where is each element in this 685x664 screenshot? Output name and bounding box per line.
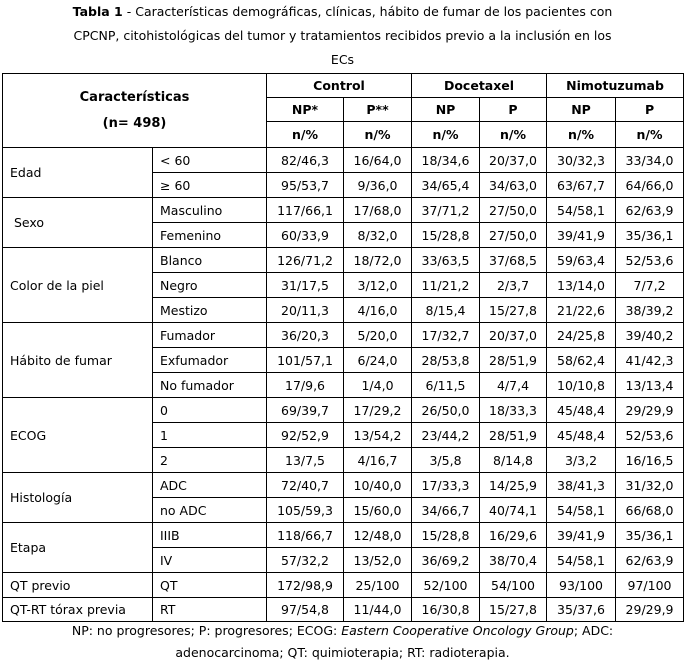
value-cell: 45/48,4	[547, 398, 616, 423]
value-cell: 39/41,9	[547, 223, 616, 248]
row-category: QT previo	[3, 573, 153, 598]
value-cell: 29/29,9	[616, 598, 684, 622]
value-cell: 33/34,0	[616, 148, 684, 173]
value-cell: 28/53,8	[412, 348, 480, 373]
value-cell: 34/65,4	[412, 173, 480, 198]
value-cell: 40/74,1	[480, 498, 547, 523]
row-subcategory: Fumador	[153, 323, 267, 348]
value-cell: 39/40,2	[616, 323, 684, 348]
value-cell: 36/69,2	[412, 548, 480, 573]
unit-header: n/%	[412, 122, 480, 148]
table-row	[3, 323, 684, 348]
value-cell: 17/32,7	[412, 323, 480, 348]
value-cell: 62/63,9	[616, 548, 684, 573]
value-cell: 7/7,2	[616, 273, 684, 298]
value-cell: 62/63,9	[616, 198, 684, 223]
value-cell: 1/4,0	[344, 373, 412, 398]
value-cell: 27/50,0	[480, 198, 547, 223]
table-row	[3, 573, 684, 598]
row-category: Etapa	[3, 523, 153, 573]
value-cell: 92/52,9	[267, 423, 344, 448]
table-caption	[0, 0, 685, 72]
value-cell: 2/3,7	[480, 273, 547, 298]
row-subcategory: < 60	[153, 148, 267, 173]
value-cell: 38/41,3	[547, 473, 616, 498]
row-subcategory: 0	[153, 398, 267, 423]
header-characteristics	[3, 74, 267, 148]
row-category: QT-RT tórax previa	[3, 598, 153, 622]
row-subcategory: ≥ 60	[153, 173, 267, 198]
value-cell: 4/7,4	[480, 373, 547, 398]
unit-header: n/%	[267, 122, 344, 148]
value-cell: 17/33,3	[412, 473, 480, 498]
value-cell: 172/98,9	[267, 573, 344, 598]
value-cell: 10/40,0	[344, 473, 412, 498]
value-cell: 72/40,7	[267, 473, 344, 498]
value-cell: 11/21,2	[412, 273, 480, 298]
value-cell: 23/44,2	[412, 423, 480, 448]
row-subcategory: ADC	[153, 473, 267, 498]
table-row	[3, 248, 684, 273]
value-cell: 15/28,8	[412, 523, 480, 548]
value-cell: 54/58,1	[547, 548, 616, 573]
value-cell: 30/32,3	[547, 148, 616, 173]
caption-line3: ECs	[330, 52, 355, 67]
value-cell: 52/100	[412, 573, 480, 598]
value-cell: 13/52,0	[344, 548, 412, 573]
value-cell: 93/100	[547, 573, 616, 598]
unit-header: n/%	[547, 122, 616, 148]
subcol-header: P	[480, 98, 547, 122]
value-cell: 4/16,7	[344, 448, 412, 473]
value-cell: 117/66,1	[267, 198, 344, 223]
value-cell: 101/57,1	[267, 348, 344, 373]
row-subcategory: Mestizo	[153, 298, 267, 323]
row-category: ECOG	[3, 398, 153, 473]
value-cell: 52/53,6	[616, 423, 684, 448]
value-cell: 16/64,0	[344, 148, 412, 173]
value-cell: 17/68,0	[344, 198, 412, 223]
row-subcategory: Femenino	[153, 223, 267, 248]
footnote-line2: adenocarcinoma; QT: quimioterapia; RT: radioterapia.	[175, 645, 510, 660]
row-subcategory: RT	[153, 598, 267, 622]
value-cell: 126/71,2	[267, 248, 344, 273]
unit-header: n/%	[344, 122, 412, 148]
subcol-header: NP*	[267, 98, 344, 122]
subcol-header: P**	[344, 98, 412, 122]
value-cell: 20/37,0	[480, 148, 547, 173]
value-cell: 17/29,2	[344, 398, 412, 423]
value-cell: 8/14,8	[480, 448, 547, 473]
footnote-part2: ; ADC:	[573, 623, 614, 638]
value-cell: 36/20,3	[267, 323, 344, 348]
footnote-part1: NP: no progresores; P: progresores; ECOG:	[71, 623, 342, 638]
table-row	[3, 148, 684, 173]
value-cell: 58/62,4	[547, 348, 616, 373]
value-cell: 60/33,9	[267, 223, 344, 248]
value-cell: 34/63,0	[480, 173, 547, 198]
value-cell: 35/36,1	[616, 223, 684, 248]
value-cell: 27/50,0	[480, 223, 547, 248]
caption-line2: CPCNP, citohistológicas del tumor y tratamientos recibidos previo a la inclusión en los	[73, 28, 612, 43]
value-cell: 12/48,0	[344, 523, 412, 548]
value-cell: 63/67,7	[547, 173, 616, 198]
group-docetaxel: Docetaxel	[412, 74, 547, 98]
row-subcategory: No fumador	[153, 373, 267, 398]
unit-header: n/%	[616, 122, 684, 148]
row-subcategory: Masculino	[153, 198, 267, 223]
row-subcategory: Exfumador	[153, 348, 267, 373]
header-n-total: (n= 498)	[102, 115, 167, 131]
value-cell: 97/100	[616, 573, 684, 598]
value-cell: 17/9,6	[267, 373, 344, 398]
value-cell: 6/24,0	[344, 348, 412, 373]
value-cell: 28/51,9	[480, 423, 547, 448]
value-cell: 15/60,0	[344, 498, 412, 523]
row-category: Color de la piel	[3, 248, 153, 323]
value-cell: 11/44,0	[344, 598, 412, 622]
row-subcategory: QT	[153, 573, 267, 598]
subcol-header: NP	[547, 98, 616, 122]
value-cell: 3/3,2	[547, 448, 616, 473]
value-cell: 24/25,8	[547, 323, 616, 348]
value-cell: 37/68,5	[480, 248, 547, 273]
value-cell: 38/70,4	[480, 548, 547, 573]
row-subcategory: 1	[153, 423, 267, 448]
value-cell: 20/37,0	[480, 323, 547, 348]
value-cell: 69/39,7	[267, 398, 344, 423]
value-cell: 26/50,0	[412, 398, 480, 423]
value-cell: 33/63,5	[412, 248, 480, 273]
value-cell: 41/42,3	[616, 348, 684, 373]
value-cell: 18/33,3	[480, 398, 547, 423]
group-nimotuzumab: Nimotuzumab	[547, 74, 684, 98]
value-cell: 15/27,8	[480, 598, 547, 622]
value-cell: 8/32,0	[344, 223, 412, 248]
table-row	[3, 198, 684, 223]
value-cell: 15/28,8	[412, 223, 480, 248]
subcol-header: P	[616, 98, 684, 122]
header-characteristics-label: Características	[79, 89, 190, 105]
table-row	[3, 398, 684, 423]
caption-dash: -	[122, 4, 136, 19]
value-cell: 31/32,0	[616, 473, 684, 498]
table-row	[3, 523, 684, 548]
value-cell: 9/36,0	[344, 173, 412, 198]
caption-line1: Características demográficas, clínicas, hábito de fumar de los pacientes con	[135, 4, 613, 19]
value-cell: 15/27,8	[480, 298, 547, 323]
value-cell: 14/25,9	[480, 473, 547, 498]
value-cell: 34/66,7	[412, 498, 480, 523]
value-cell: 97/54,8	[267, 598, 344, 622]
row-subcategory: 2	[153, 448, 267, 473]
value-cell: 39/41,9	[547, 523, 616, 548]
value-cell: 29/29,9	[616, 398, 684, 423]
value-cell: 45/48,4	[547, 423, 616, 448]
value-cell: 118/66,7	[267, 523, 344, 548]
value-cell: 16/16,5	[616, 448, 684, 473]
value-cell: 54/100	[480, 573, 547, 598]
value-cell: 18/34,6	[412, 148, 480, 173]
value-cell: 16/29,6	[480, 523, 547, 548]
characteristics-table	[2, 73, 684, 622]
row-category: Edad	[3, 148, 153, 198]
value-cell: 21/22,6	[547, 298, 616, 323]
row-subcategory: no ADC	[153, 498, 267, 523]
table-row	[3, 473, 684, 498]
value-cell: 13/13,4	[616, 373, 684, 398]
value-cell: 3/5,8	[412, 448, 480, 473]
row-subcategory: Blanco	[153, 248, 267, 273]
table-row	[3, 598, 684, 622]
value-cell: 54/58,1	[547, 498, 616, 523]
row-subcategory: Negro	[153, 273, 267, 298]
value-cell: 8/15,4	[412, 298, 480, 323]
row-category: Histología	[3, 473, 153, 523]
value-cell: 13/7,5	[267, 448, 344, 473]
row-category: Sexo	[3, 198, 153, 248]
value-cell: 38/39,2	[616, 298, 684, 323]
row-subcategory: IIIB	[153, 523, 267, 548]
value-cell: 18/72,0	[344, 248, 412, 273]
value-cell: 5/20,0	[344, 323, 412, 348]
value-cell: 57/32,2	[267, 548, 344, 573]
value-cell: 31/17,5	[267, 273, 344, 298]
subcol-header: NP	[412, 98, 480, 122]
value-cell: 59/63,4	[547, 248, 616, 273]
value-cell: 105/59,3	[267, 498, 344, 523]
value-cell: 95/53,7	[267, 173, 344, 198]
table-footnote	[0, 620, 685, 664]
value-cell: 35/36,1	[616, 523, 684, 548]
row-category: Hábito de fumar	[3, 323, 153, 398]
value-cell: 16/30,8	[412, 598, 480, 622]
group-control: Control	[267, 74, 412, 98]
value-cell: 54/58,1	[547, 198, 616, 223]
value-cell: 13/14,0	[547, 273, 616, 298]
value-cell: 82/46,3	[267, 148, 344, 173]
caption-label: Tabla 1	[72, 4, 123, 19]
value-cell: 20/11,3	[267, 298, 344, 323]
value-cell: 35/37,6	[547, 598, 616, 622]
value-cell: 37/71,2	[412, 198, 480, 223]
value-cell: 25/100	[344, 573, 412, 598]
value-cell: 6/11,5	[412, 373, 480, 398]
footnote-italic: Eastern Cooperative Oncology Group	[341, 623, 574, 638]
value-cell: 66/68,0	[616, 498, 684, 523]
value-cell: 28/51,9	[480, 348, 547, 373]
row-subcategory: IV	[153, 548, 267, 573]
value-cell: 3/12,0	[344, 273, 412, 298]
value-cell: 4/16,0	[344, 298, 412, 323]
value-cell: 64/66,0	[616, 173, 684, 198]
value-cell: 13/54,2	[344, 423, 412, 448]
value-cell: 52/53,6	[616, 248, 684, 273]
unit-header: n/%	[480, 122, 547, 148]
value-cell: 10/10,8	[547, 373, 616, 398]
